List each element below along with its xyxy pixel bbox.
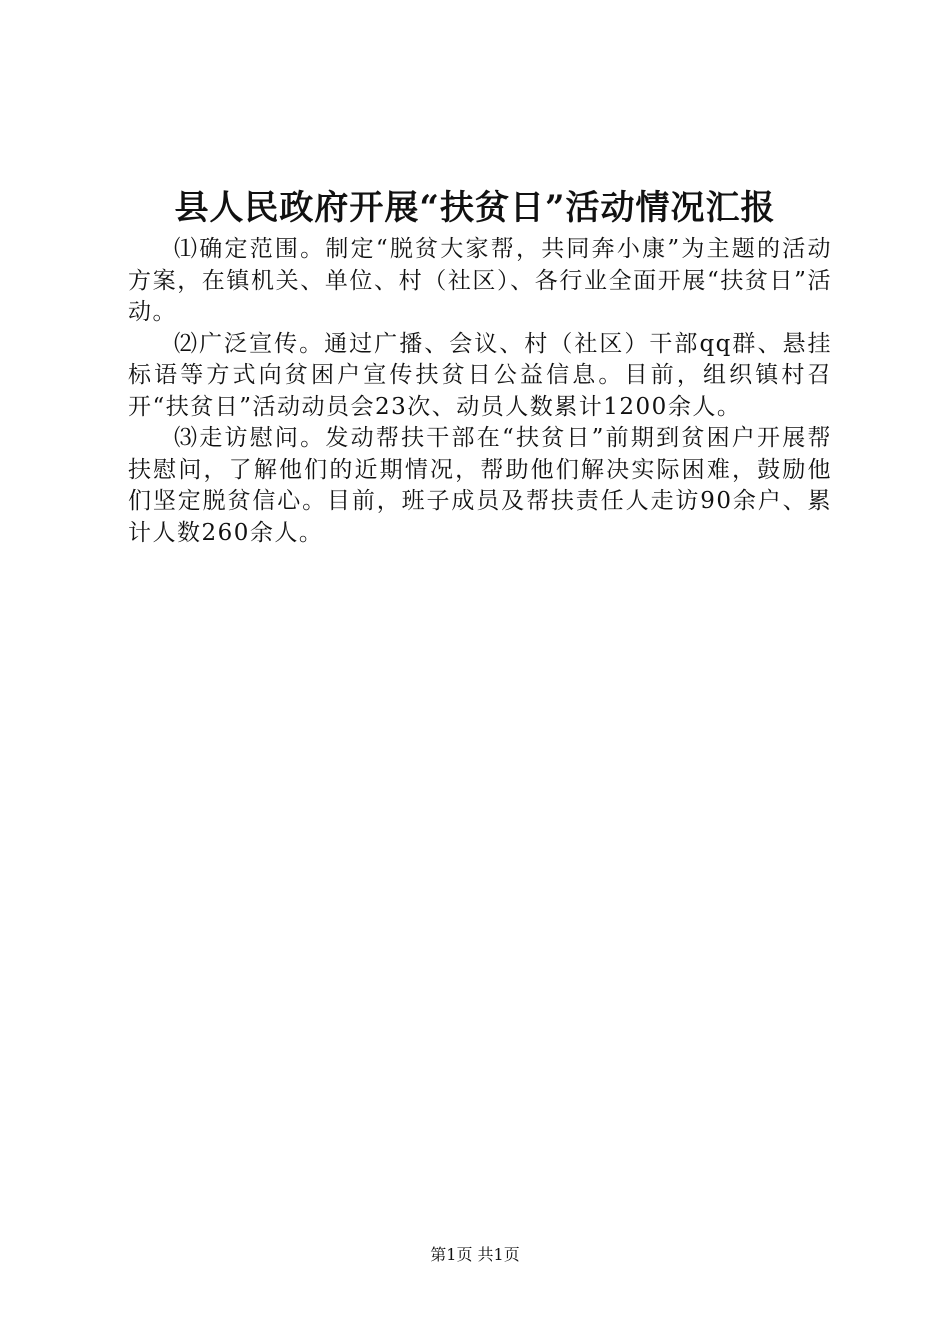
page-footer: 第1页 共1页 bbox=[430, 1245, 520, 1264]
document-title: 县人民政府开展“扶贫日”活动情况汇报 bbox=[174, 188, 776, 228]
paragraph-visits: ⑶走访慰问。发动帮扶干部在“扶贫日”前期到贫困户开展帮扶慰问，了解他们的近期情况，帮助他们解决实际困难，鼓励他们坚定脱贫信心。目前，班子成员及帮扶责任人走访90余户、累计人数260余人。 bbox=[128, 425, 832, 546]
document-body bbox=[128, 234, 832, 549]
paragraph-scope: ⑴确定范围。制定“脱贫大家帮，共同奔小康”为主题的活动方案，在镇机关、单位、村（社区）、各行业全面开展“扶贫日”活动。 bbox=[128, 236, 832, 325]
paragraph-publicity: ⑵广泛宣传。通过广播、会议、村（社区）干部qq群、悬挂标语等方式向贫困户宣传扶贫日公益信息。目前，组织镇村召开“扶贫日”活动动员会23次、动员人数累计1200余人。 bbox=[128, 330, 832, 420]
